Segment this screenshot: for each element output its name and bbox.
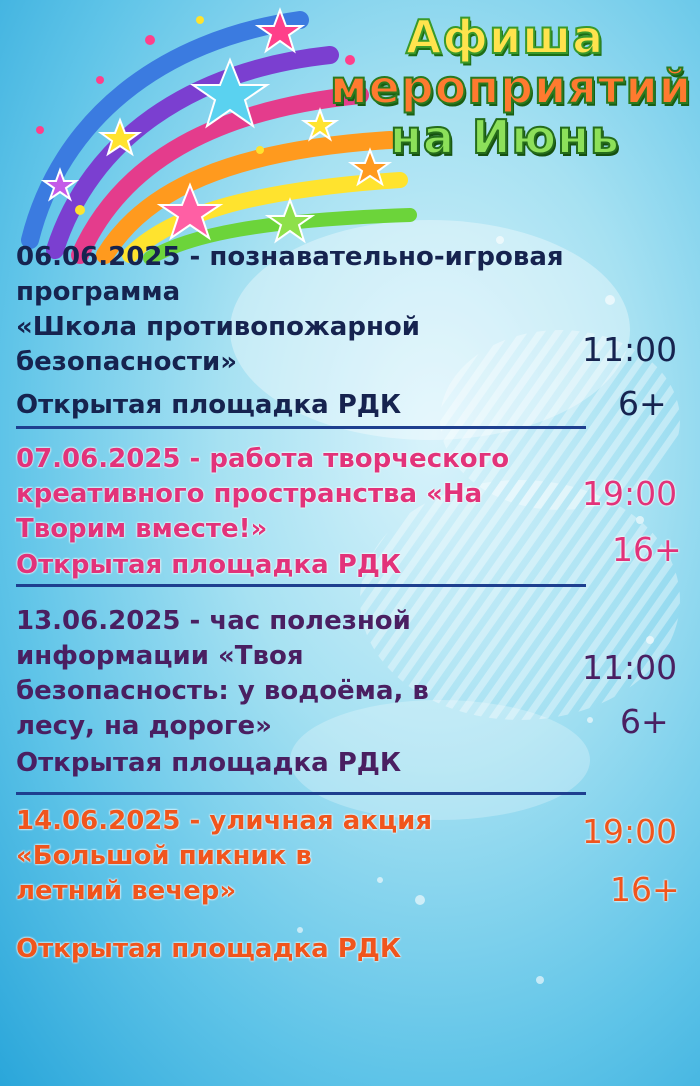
event-1-desc-line-2: программа xyxy=(16,277,181,307)
event-1-desc-line-3: «Школа противопожарной xyxy=(16,312,421,342)
title-line-1: Афиша xyxy=(405,10,605,64)
poster-title xyxy=(330,10,692,164)
event-2-divider xyxy=(16,584,586,587)
event-1-age: 6+ xyxy=(618,384,667,423)
event-3-time: 11:00 xyxy=(582,648,678,687)
event-4 xyxy=(16,804,680,964)
event-3-desc-line-1: 13.06.2025 - час полезной xyxy=(16,606,411,636)
event-3-venue: Открытая площадка РДК xyxy=(16,748,402,778)
event-3-age: 6+ xyxy=(620,702,669,741)
event-4-venue: Открытая площадка РДК xyxy=(16,934,402,964)
event-1-desc-line-1: 06.06.2025 - познавательно-игровая xyxy=(16,242,564,272)
event-1 xyxy=(16,240,678,423)
event-2-desc-line-1: 07.06.2025 - работа творческого xyxy=(16,444,510,474)
event-3 xyxy=(16,604,678,778)
event-2-description xyxy=(16,442,566,547)
event-2-desc-line-2: креативного пространства «На xyxy=(16,479,483,509)
event-2-time: 19:00 xyxy=(582,474,678,513)
event-4-age: 16+ xyxy=(610,870,680,909)
event-3-desc-line-2: информации «Твоя xyxy=(16,641,304,671)
event-2-venue: Открытая площадка РДК xyxy=(16,550,402,580)
event-3-desc-line-4: лесу, на дороге» xyxy=(16,711,272,741)
event-2-age: 16+ xyxy=(612,530,682,569)
event-2-desc-line-3: Творим вместе!» xyxy=(16,514,268,544)
title-line-2: мероприятий xyxy=(330,60,692,114)
event-3-divider xyxy=(16,792,586,795)
event-4-description xyxy=(16,804,566,909)
event-1-time: 11:00 xyxy=(582,330,678,369)
title-line-3: на Июнь xyxy=(390,110,620,164)
event-1-desc-line-4: безопасности» xyxy=(16,347,237,377)
event-3-description xyxy=(16,604,566,744)
event-2 xyxy=(16,442,682,580)
event-4-time: 19:00 xyxy=(582,812,678,851)
event-1-divider xyxy=(16,426,586,429)
event-4-desc-line-3: летний вечер» xyxy=(16,876,237,906)
event-4-desc-line-1: 14.06.2025 - уличная акция xyxy=(16,806,433,836)
event-1-description xyxy=(16,240,566,380)
event-3-desc-line-3: безопасность: у водоёма, в xyxy=(16,676,429,706)
event-1-venue: Открытая площадка РДК xyxy=(16,390,402,420)
event-4-desc-line-2: «Большой пикник в xyxy=(16,841,312,871)
